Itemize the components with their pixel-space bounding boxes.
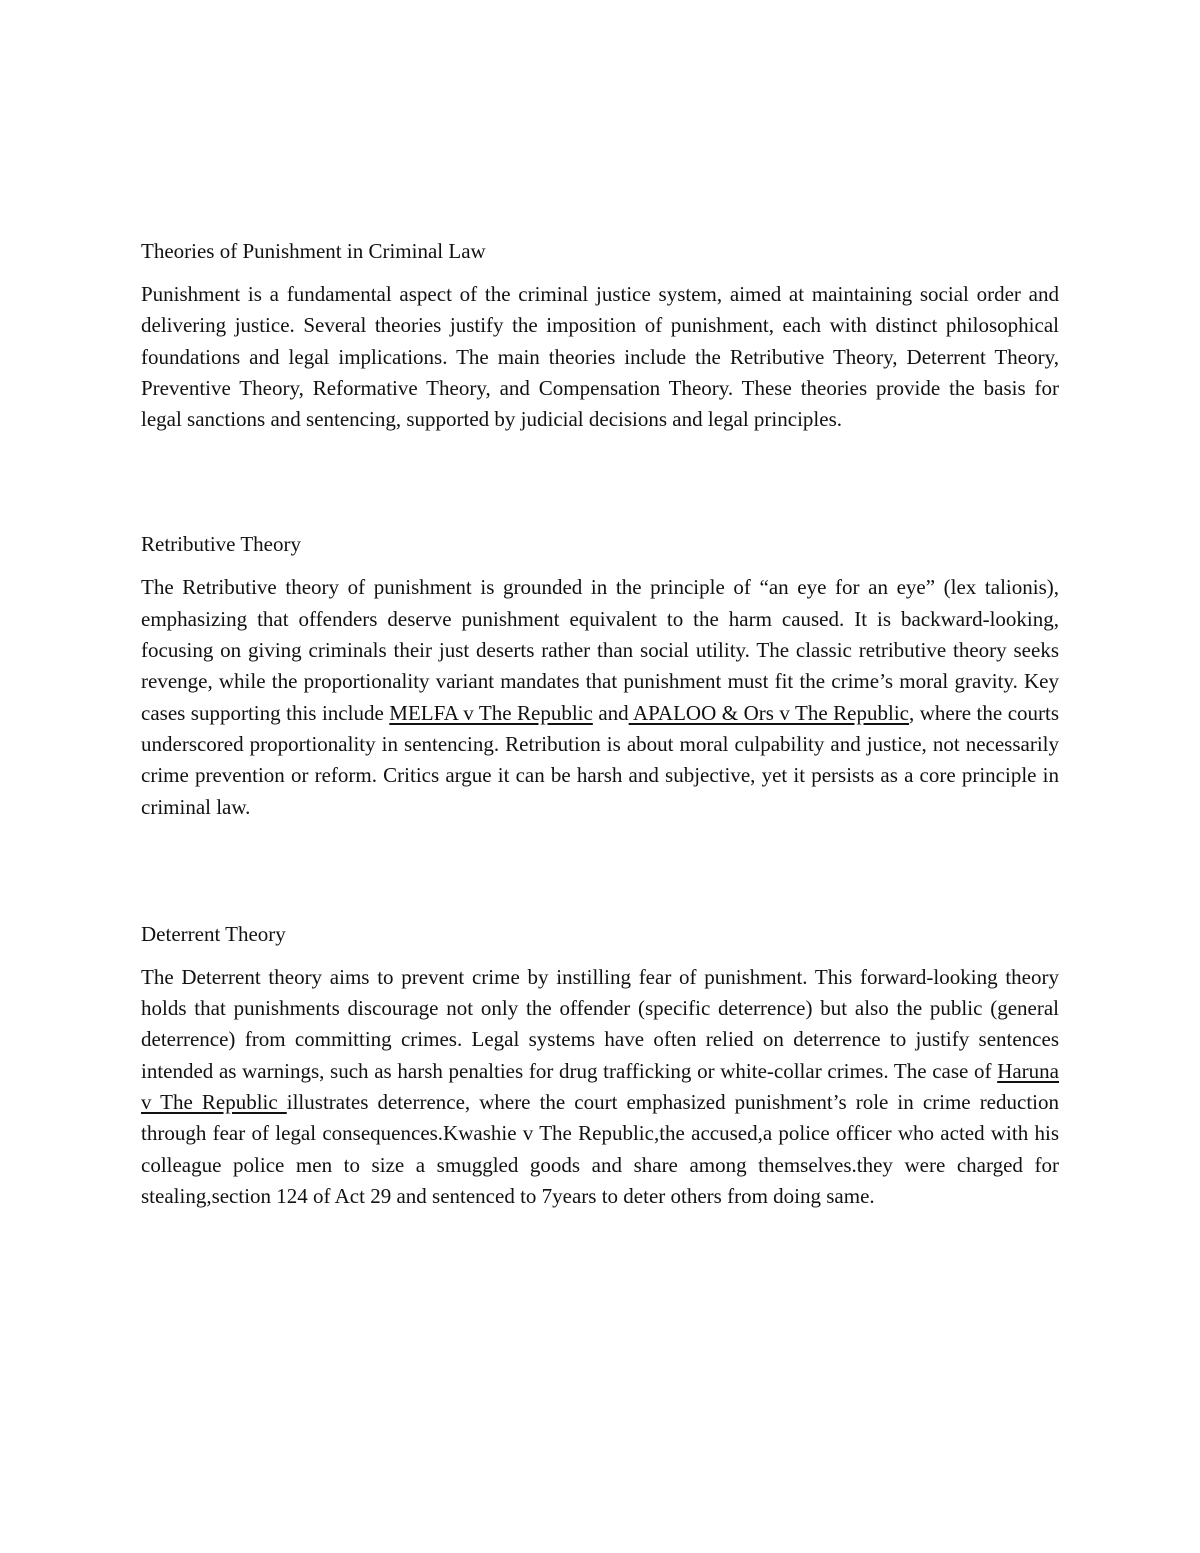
deterrent-text-2: illustrates deterrence, where the court emphasized punishment’s role in crime reduction through fear of legal consequences.Kwashie v The Republic,the accused,a police officer who acted with his colleague police men to size a smuggled goods and share among themselves.they were charged for stealing,section 124 of Act 29 and sentenced to 7years to deter others from doing same. bbox=[141, 1090, 1059, 1208]
retributive-text-3: , where the courts underscored proportionality in sentencing. Retribution is about moral culpability and justice, not necessarily crime prevention or reform. Critics argue it can be harsh and subjective, yet it persists as a core principle in criminal law. bbox=[141, 700, 1060, 819]
spacer bbox=[141, 560, 1059, 572]
document-title: Theories of Punishment in Criminal Law bbox=[141, 239, 486, 263]
spacer bbox=[141, 435, 1059, 529]
spacer bbox=[141, 267, 1059, 279]
retributive-heading: Retributive Theory bbox=[141, 532, 301, 557]
retributive-paragraph bbox=[141, 572, 1059, 822]
retributive-text-2: and bbox=[592, 700, 629, 725]
deterrent-paragraph bbox=[141, 962, 1059, 1212]
spacer bbox=[141, 823, 1059, 919]
deterrent-heading: Deterrent Theory bbox=[141, 921, 286, 946]
case-link-haruna: Haruna v The Republic bbox=[141, 1058, 1059, 1115]
spacer bbox=[141, 950, 1059, 962]
deterrent-text-1: The Deterrent theory aims to prevent crime by instilling fear of punishment. This forward-looking theory holds that punishments discourage not only the offender (specific deterrence) but also the public (general deterrence) from committing crimes. Legal systems have often relied on deterrence to justify sentences intended as warnings, such as harsh penalties for drug trafficking or white-collar crimes. The case of bbox=[141, 964, 1059, 1083]
retributive-text-1: The Retributive theory of punishment is grounded in the principle of “an eye for an eye” (lex talionis), emphasizing that offenders deserve punishment equivalent to the harm caused. It is backward-looking, focusing on giving criminals their just deserts rather than social utility. The classic retributive theory seeks revenge, while the proportionality variant mandates that punishment must fit the crime’s moral gravity. Key cases supporting this include bbox=[141, 575, 1059, 725]
document-body bbox=[141, 236, 1059, 1212]
case-link-melfa: MELFA v The Republic bbox=[389, 700, 593, 725]
intro-paragraph: Punishment is a fundamental aspect of the criminal justice system, aimed at maintaining social order and delivering justice. Several theories justify the imposition of punishment, each with distinct philosophical foundations and legal implications. The main theories include the Retributive Theory, Deterrent Theory, Preventive Theory, Reformative Theory, and Compensation Theory. These theories provide the basis for legal sanctions and sentencing, supported by judicial decisions and legal principles. bbox=[141, 282, 1059, 432]
case-link-apaloo: APALOO & Ors v The Republic bbox=[628, 700, 909, 725]
